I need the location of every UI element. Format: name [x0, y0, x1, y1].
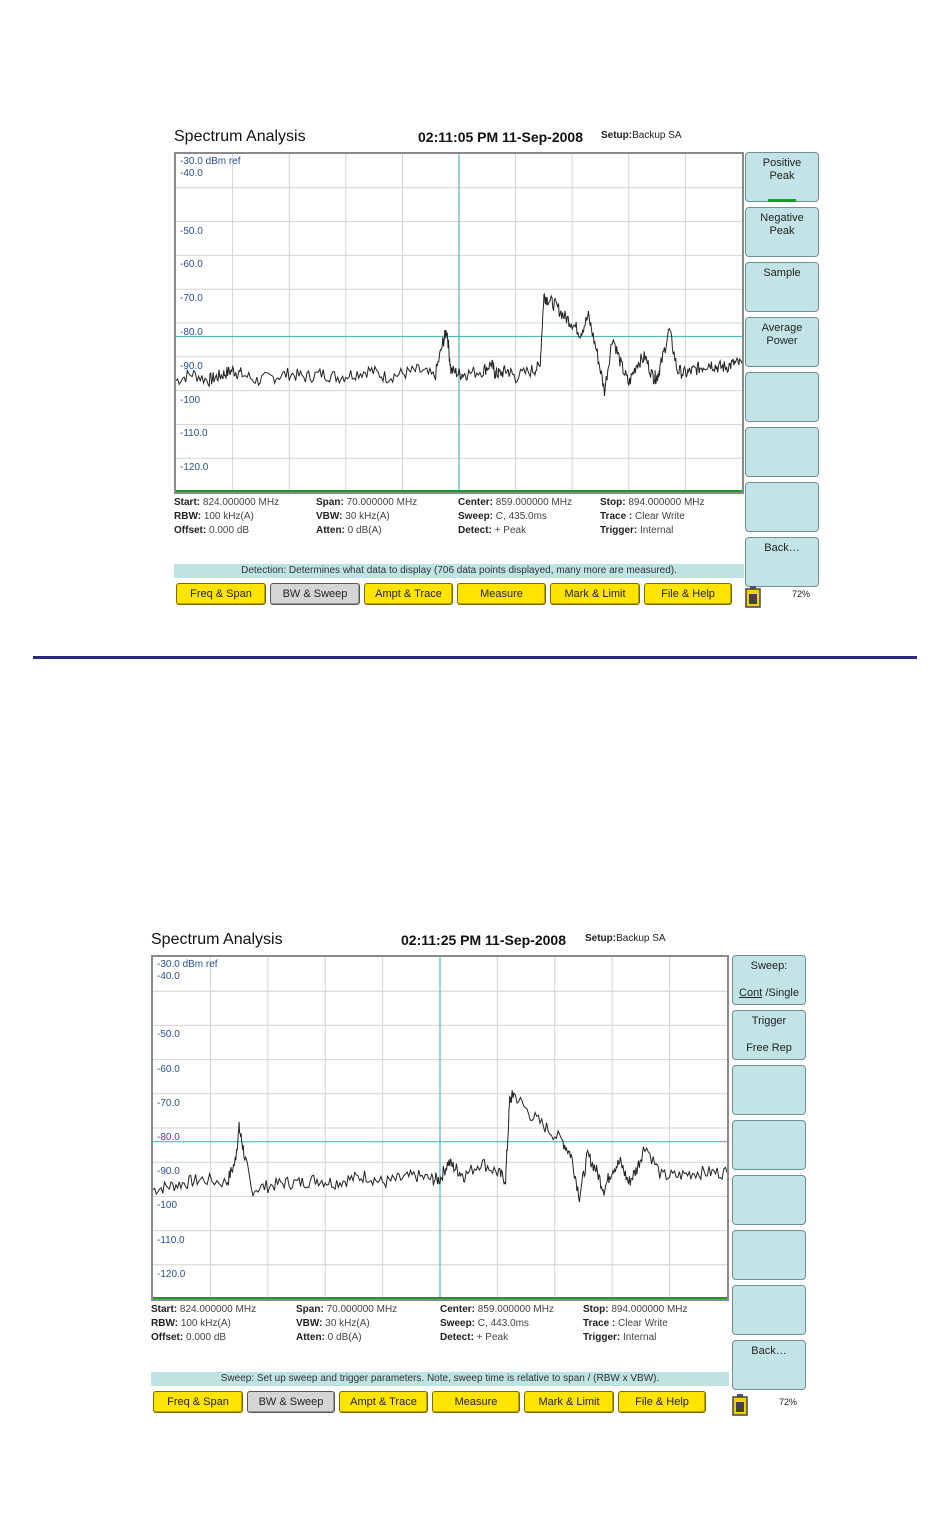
detect-label: Detect: [440, 1332, 474, 1343]
softkey-blank-7[interactable] [732, 1285, 806, 1335]
softkey-back[interactable]: Back… [745, 537, 819, 587]
softkey-blank-5[interactable] [732, 1175, 806, 1225]
atten-label: Atten: [296, 1332, 325, 1343]
softkey-positive-peak[interactable]: Positive Peak [745, 152, 819, 202]
status-message: Detection: Determines what data to display (706 data points displayed, many more are measured). [174, 564, 744, 578]
softkey-sweep-mode[interactable] [732, 955, 806, 1005]
battery-icon [732, 1394, 748, 1416]
setup-value: Backup SA [632, 130, 682, 141]
y-axis-tick-label: -120.0 [180, 462, 209, 474]
info-col-stop [583, 1303, 688, 1345]
offset-value: 0.000 dB [209, 525, 250, 536]
start-value: 824.000000 MHz [179, 1304, 257, 1315]
vbw-value: 30 kHz(A) [325, 1318, 370, 1329]
trigger-value: Free Rep [746, 1042, 792, 1054]
battery-percent: 72% [792, 589, 811, 599]
tab-bw-sweep[interactable]: BW & Sweep [247, 1391, 335, 1413]
reference-level-label: -30.0 dBm ref [180, 156, 241, 167]
tab-bw-sweep[interactable]: BW & Sweep [270, 583, 360, 605]
trigger-value: Internal [623, 1332, 657, 1343]
rbw-label: RBW: [151, 1318, 179, 1329]
trace-value: Clear Write [618, 1318, 668, 1329]
trace-label: Trace : [600, 511, 633, 522]
stop-value: 894.000000 MHz [611, 1304, 688, 1315]
status-message: Sweep: Set up sweep and trigger parameters. Note, sweep time is relative to span / (RBW x VBW). [151, 1372, 729, 1386]
info-col-start [151, 1303, 256, 1345]
tab-measure[interactable]: Measure [432, 1391, 520, 1413]
y-axis-tick-label: -90.0 [180, 360, 203, 372]
atten-value: 0 dB(A) [327, 1332, 362, 1343]
y-axis-tick-label: -80.0 [180, 327, 203, 338]
sweep-mode-cont: Cont [739, 987, 763, 999]
spectrum-svg [153, 957, 727, 1299]
sweep-value: C, 443.0ms [477, 1318, 529, 1329]
info-col-center [458, 496, 572, 538]
center-label: Center: [440, 1304, 476, 1315]
start-label: Start: [151, 1304, 178, 1315]
softkey-back[interactable]: Back… [732, 1340, 806, 1390]
sweep-mode-sep: / [762, 987, 769, 999]
detect-value: + Peak [494, 525, 527, 536]
y-axis-tick-label: -70.0 [180, 293, 203, 305]
info-col-center [440, 1303, 554, 1345]
info-col-stop [600, 496, 705, 538]
screen-title: Spectrum Analysis [151, 931, 283, 948]
y-axis-tick-label: -110.0 [180, 428, 208, 440]
span-label: Span: [296, 1304, 324, 1315]
softkey-blank-6[interactable] [745, 427, 819, 477]
center-value: 859.000000 MHz [477, 1304, 554, 1315]
spectrum-plot[interactable] [174, 152, 744, 494]
start-value: 824.000000 MHz [202, 497, 280, 508]
offset-label: Offset: [151, 1332, 184, 1343]
info-col-start [174, 496, 279, 538]
tab-ampt-trace[interactable]: Ampt & Trace [364, 583, 453, 605]
softkey-column [745, 152, 819, 587]
y-axis-tick-label: -100 [157, 1200, 178, 1212]
tab-freq-span[interactable]: Freq & Span [176, 583, 266, 605]
softkey-sample[interactable]: Sample [745, 262, 819, 312]
stop-label: Stop: [583, 1304, 609, 1315]
tab-file-help[interactable]: File & Help [618, 1391, 706, 1413]
trace-value: Clear Write [635, 511, 685, 522]
rbw-label: RBW: [174, 511, 202, 522]
spectrum-plot[interactable] [151, 955, 729, 1301]
softkey-blank-4[interactable] [732, 1120, 806, 1170]
y-axis-tick-label: -40.0 [157, 971, 180, 982]
softkey-column [732, 955, 806, 1390]
rbw-value: 100 kHz(A) [203, 511, 254, 522]
tab-freq-span[interactable]: Freq & Span [153, 1391, 243, 1413]
menu-tab-bar [153, 1391, 706, 1413]
screen-clock: 02:11:25 PM 11-Sep-2008 [401, 932, 566, 948]
span-label: Span: [316, 497, 344, 508]
y-axis-tick-label: -50.0 [180, 225, 203, 237]
vbw-label: VBW: [296, 1318, 323, 1329]
setup-indicator [601, 130, 682, 141]
tab-mark-limit[interactable]: Mark & Limit [550, 583, 640, 605]
trigger-title: Trigger [751, 1015, 787, 1027]
softkey-negative-peak[interactable]: Negative Peak [745, 207, 819, 257]
trigger-value: Internal [640, 525, 674, 536]
trigger-label: Trigger: [583, 1332, 621, 1343]
info-col-span [316, 496, 417, 538]
tab-ampt-trace[interactable]: Ampt & Trace [339, 1391, 428, 1413]
softkey-trigger[interactable] [732, 1010, 806, 1060]
span-value: 70.000000 MHz [346, 497, 418, 508]
start-label: Start: [174, 497, 201, 508]
reference-level-label: -30.0 dBm ref [157, 959, 218, 970]
info-col-span [296, 1303, 397, 1345]
y-axis-tick-label: -90.0 [157, 1166, 180, 1178]
center-value: 859.000000 MHz [495, 497, 572, 508]
setup-label: Setup: [585, 933, 617, 944]
section-divider [33, 656, 917, 659]
spectrum-svg [176, 154, 742, 492]
screen-title: Spectrum Analysis [174, 128, 306, 145]
tab-mark-limit[interactable]: Mark & Limit [524, 1391, 614, 1413]
tab-measure[interactable]: Measure [457, 583, 546, 605]
offset-label: Offset: [174, 525, 207, 536]
y-axis-tick-label: -110.0 [157, 1234, 185, 1246]
trigger-label: Trigger: [600, 525, 638, 536]
screen-clock: 02:11:05 PM 11-Sep-2008 [418, 129, 583, 145]
center-label: Center: [458, 497, 494, 508]
trace-label: Trace : [583, 1318, 616, 1329]
selected-indicator [768, 199, 796, 202]
atten-value: 0 dB(A) [347, 525, 382, 536]
setup-value: Backup SA [616, 933, 666, 944]
softkey-blank-3[interactable] [732, 1065, 806, 1115]
y-axis-tick-label: -60.0 [180, 259, 203, 271]
setup-label: Setup: [601, 130, 633, 141]
setup-indicator [585, 933, 666, 944]
detect-value: + Peak [476, 1332, 509, 1343]
sweep-mode-options [733, 987, 805, 1000]
detect-label: Detect: [458, 525, 492, 536]
stop-label: Stop: [600, 497, 626, 508]
sweep-label: Sweep: [440, 1318, 476, 1329]
menu-tab-bar [176, 583, 732, 605]
offset-value: 0.000 dB [186, 1332, 227, 1343]
atten-label: Atten: [316, 525, 345, 536]
sweep-mode-title: Sweep: [750, 960, 788, 972]
y-axis-tick-label: -50.0 [157, 1029, 180, 1041]
sweep-label: Sweep: [458, 511, 494, 522]
y-axis-tick-label: -60.0 [157, 1063, 180, 1075]
sweep-value: C, 435.0ms [495, 511, 547, 522]
y-axis-tick-label: -40.0 [180, 168, 203, 179]
softkey-average-power[interactable]: Average Power [745, 317, 819, 367]
vbw-label: VBW: [316, 511, 343, 522]
stop-value: 894.000000 MHz [628, 497, 705, 508]
softkey-blank-6[interactable] [732, 1230, 806, 1280]
y-axis-tick-label: -100 [180, 394, 201, 406]
vbw-value: 30 kHz(A) [345, 511, 390, 522]
tab-file-help[interactable]: File & Help [644, 583, 732, 605]
softkey-blank-7[interactable] [745, 482, 819, 532]
y-axis-tick-label: -120.0 [157, 1268, 186, 1280]
softkey-blank-5[interactable] [745, 372, 819, 422]
battery-icon [745, 586, 761, 608]
y-axis-tick-label: -80.0 [157, 1132, 180, 1143]
battery-percent: 72% [779, 1397, 798, 1407]
y-axis-tick-label: -70.0 [157, 1097, 180, 1109]
span-value: 70.000000 MHz [326, 1304, 398, 1315]
sweep-mode-single: Single [768, 987, 799, 999]
rbw-value: 100 kHz(A) [180, 1318, 231, 1329]
